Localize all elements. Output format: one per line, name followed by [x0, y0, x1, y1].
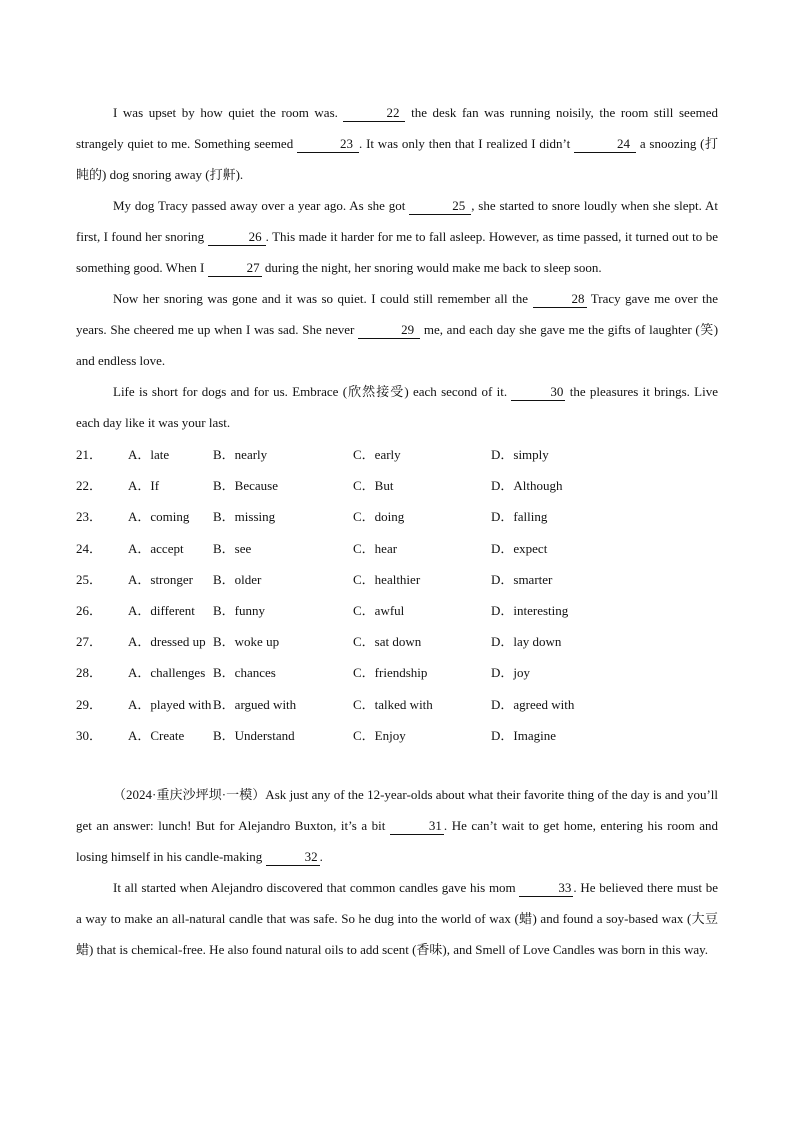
- option-a: A．challenges: [128, 665, 206, 681]
- blank-28: 28: [533, 291, 587, 308]
- option-a: A．Create: [128, 727, 185, 743]
- passage-text: me, and each day she gave me the gifts of laughter (笑) and endless love.: [76, 322, 719, 368]
- blank-23: 23: [297, 136, 359, 153]
- option-row: [76, 656, 718, 687]
- option-row: [76, 438, 718, 469]
- option-b: B．nearly: [213, 447, 268, 463]
- blank-22: 22: [343, 105, 405, 122]
- paragraph: [76, 779, 718, 872]
- passage-text: . He believed there must be a way to make an all-natural candle that was safe. So he dug into the world of wax (蜡) and found a soy-based wax (大豆蜡) that is chemical-free. He also found natural oils to add scent (香味), and Smell of Love Candles was born in this way.: [76, 879, 718, 957]
- passage-text: . This made it harder for me to fall asleep. However, as time passed, it turned out to be something good. When I: [76, 229, 718, 275]
- question-number: 22．: [76, 478, 103, 494]
- option-c: C．healthier: [353, 571, 421, 587]
- passage-text: Life is short for dogs and for us. Embrace (欣然接受) each second of it.: [113, 384, 508, 399]
- option-c: C．But: [353, 478, 394, 494]
- passage-text: Now her snoring was gone and it was so quiet. I could still remember all the: [113, 291, 529, 306]
- question-number: 30．: [76, 727, 103, 743]
- passage-text: . It was only then that I realized I didn’t: [359, 136, 571, 151]
- option-b: B．funny: [213, 603, 266, 619]
- blank-32: 32: [266, 849, 320, 866]
- option-c: C．friendship: [353, 665, 428, 681]
- option-row: [76, 469, 718, 500]
- option-a: A．late: [128, 447, 170, 463]
- option-row: [76, 688, 718, 719]
- option-b: B．Understand: [213, 727, 295, 743]
- blank-26: 26: [208, 229, 266, 246]
- option-a: A．different: [128, 603, 195, 619]
- option-b: B．see: [213, 540, 252, 556]
- option-row: [76, 563, 718, 594]
- passage-text: .: [319, 848, 323, 864]
- option-a: A．accept: [128, 540, 184, 556]
- option-d: D．falling: [491, 509, 548, 525]
- passage-text: a snoozing (打盹的) dog snoring away (打鼾).: [76, 136, 719, 182]
- question-number: 25．: [76, 571, 103, 587]
- option-d: D．expect: [491, 540, 548, 556]
- passage-text: I was upset by how quiet the room was.: [113, 105, 338, 120]
- blank-27: 27: [208, 260, 262, 277]
- section-gap: [76, 750, 718, 779]
- question-number: 24．: [76, 540, 103, 556]
- option-d: D．joy: [491, 665, 531, 681]
- option-a: A．stronger: [128, 571, 193, 587]
- passage-text: , she started to snore loudly when she slept. At first, I found her snoring: [76, 198, 718, 244]
- option-d: D．smarter: [491, 571, 553, 587]
- option-b: B．woke up: [213, 634, 280, 650]
- option-b: B．older: [213, 571, 262, 587]
- option-c: C．doing: [353, 509, 405, 525]
- option-row: [76, 594, 718, 625]
- question-number: 23．: [76, 509, 103, 525]
- document-page: [76, 97, 718, 965]
- option-c: C．early: [353, 447, 401, 463]
- question-number: 27．: [76, 634, 103, 650]
- passage-text: My dog Tracy passed away over a year ago. As she got: [113, 198, 406, 213]
- option-a: A．If: [128, 478, 160, 494]
- passage-text: the desk fan was running noisily, the room still seemed strangely quiet to me. Something seemed: [76, 105, 718, 151]
- option-row: [76, 532, 718, 563]
- answer-options: [76, 438, 718, 750]
- passage-text: during the night, her snoring would make me back to sleep soon.: [264, 260, 602, 275]
- option-b: B．Because: [213, 478, 278, 494]
- passage-text: It all started when Alejandro discovered that common candles gave his mom: [113, 879, 516, 895]
- blank-25: 25: [409, 198, 471, 215]
- paragraph: [76, 190, 718, 283]
- option-c: C．hear: [353, 540, 398, 556]
- option-d: D．Although: [491, 478, 563, 494]
- paragraph: [76, 872, 718, 965]
- question-number: 21．: [76, 447, 103, 463]
- blank-30: 30: [511, 384, 565, 401]
- passage-text: （2024·重庆沙坪坝·一模）Ask just any of the 12-year-olds about what their favorite thing of the day is and you’ll get an answer: lunch! But for Alejandro Buxton, it’s a bit: [76, 786, 718, 833]
- option-d: D．agreed with: [491, 696, 575, 712]
- option-row: [76, 500, 718, 531]
- question-number: 29．: [76, 696, 103, 712]
- option-row: [76, 719, 718, 750]
- option-c: C．Enjoy: [353, 727, 406, 743]
- question-number: 26．: [76, 603, 103, 619]
- passage-text: the pleasures it brings. Live each day like it was your last.: [76, 384, 719, 430]
- blank-31: 31: [390, 818, 444, 835]
- paragraph: [76, 376, 718, 438]
- option-a: A．played with: [128, 696, 212, 712]
- paragraph: [76, 283, 718, 376]
- passage-text: . He can’t wait to get home, entering his room and losing himself in his candle-making: [76, 817, 719, 864]
- option-c: C．awful: [353, 603, 405, 619]
- blank-33: 33: [519, 880, 573, 897]
- option-c: C．sat down: [353, 634, 422, 650]
- option-d: D．Imagine: [491, 727, 556, 743]
- passage-text: Tracy gave me over the years. She cheered me up when I was sad. She never: [76, 291, 719, 337]
- question-number: 28．: [76, 665, 103, 681]
- option-b: B．chances: [213, 665, 276, 681]
- option-a: A．dressed up: [128, 634, 206, 650]
- option-d: D．simply: [491, 447, 549, 463]
- option-d: D．interesting: [491, 603, 569, 619]
- option-c: C．talked with: [353, 696, 433, 712]
- blank-24: 24: [574, 136, 636, 153]
- option-row: [76, 625, 718, 656]
- option-a: A．coming: [128, 509, 190, 525]
- option-d: D．lay down: [491, 634, 562, 650]
- option-b: B．argued with: [213, 696, 297, 712]
- paragraph: [76, 97, 718, 190]
- option-b: B．missing: [213, 509, 276, 525]
- blank-29: 29: [358, 322, 420, 339]
